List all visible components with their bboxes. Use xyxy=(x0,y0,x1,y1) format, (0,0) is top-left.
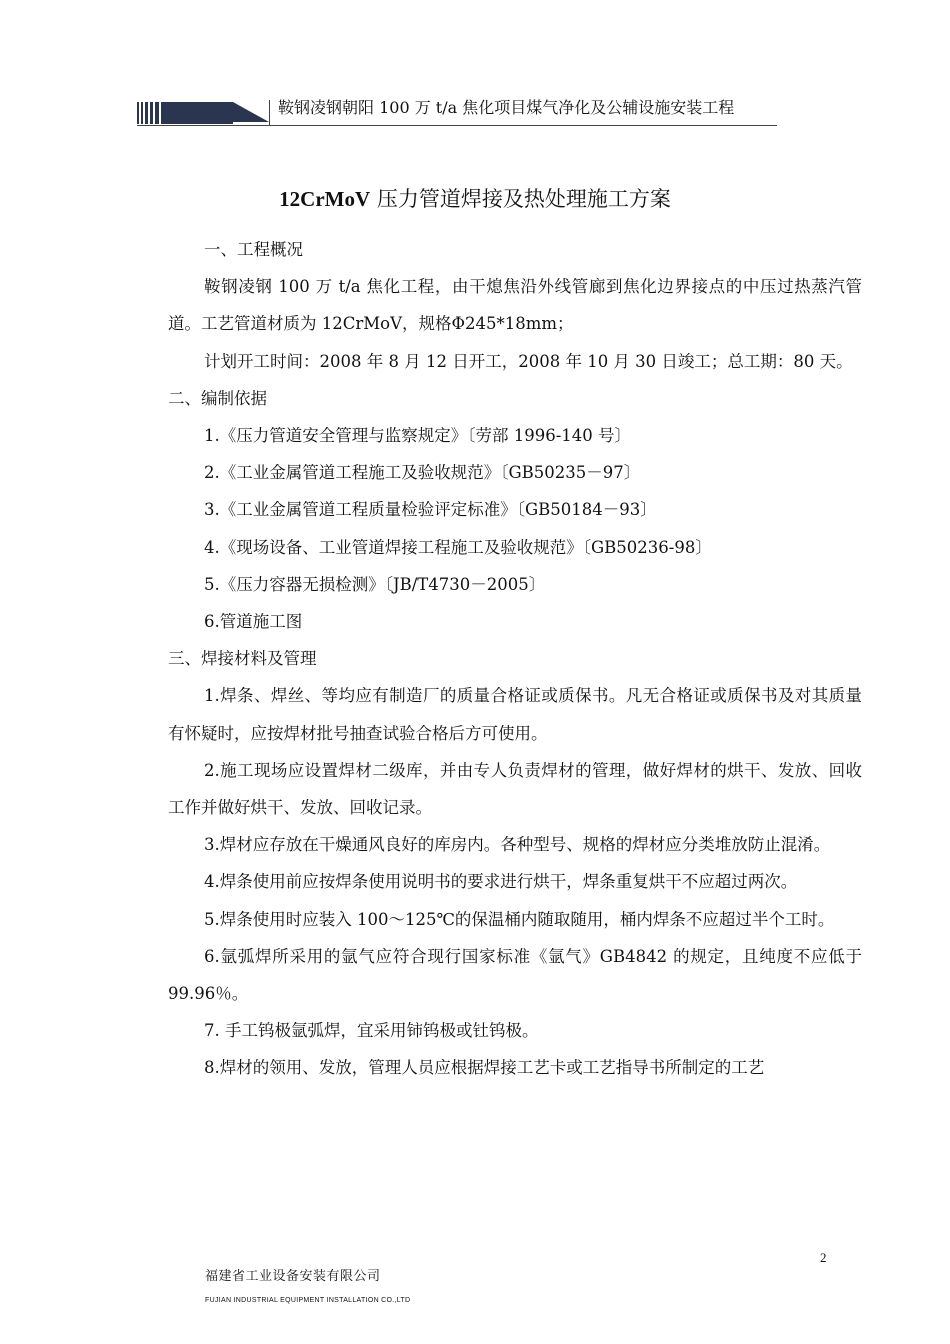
reference-item: 1.《压力管道安全管理与监察规定》〔劳部 1996-140 号〕 xyxy=(204,426,632,446)
material-rule-item: 3.焊材应存放在干燥通风良好的库房内。各种型号、规格的焊材应分类堆放防止混淆。 xyxy=(204,835,831,855)
reference-item: 3.《工业金属管道工程质量检验评定标准》〔GB50184－93〕 xyxy=(204,500,657,520)
footer-company-en: FUJIAN INDUSTRIAL EQUIPMENT INSTALLATION CO.,LTD xyxy=(205,1297,411,1304)
reference-item: 4.《现场设备、工业管道焊接工程施工及验收规范》〔GB50236-98〕 xyxy=(204,537,712,557)
section-1-paragraph-2: 计划开工时间：2008 年 8 月 12 日开工，2008 年 10 月 30 日竣工；总工期：80 天。 xyxy=(204,351,853,371)
document-body xyxy=(168,231,862,1087)
header-divider xyxy=(137,125,777,126)
title-material: 12CrMoV xyxy=(279,187,371,211)
title-text: 压力管道焊接及热处理施工方案 xyxy=(370,187,671,211)
material-rule-item: 7. 手工钨极氩弧焊，宜采用铈钨极或钍钨极。 xyxy=(204,1021,539,1041)
page-number: 2 xyxy=(820,1250,827,1265)
reference-item: 5.《压力容器无损检测》〔JB/T4730－2005〕 xyxy=(204,574,546,594)
material-rule-item: 4.焊条使用前应按焊条使用说明书的要求进行烘干，焊条重复烘干不应超过两次。 xyxy=(204,872,798,892)
material-rule-item: 1.焊条、焊丝、等均应有制造厂的质量合格证或质保书。凡无合格证或质保书及对其质量有怀疑时，应按焊材批号抽查试验合格后方可使用。 xyxy=(168,686,862,743)
footer-company-cn: 福建省工业设备安装有限公司 xyxy=(205,1269,381,1284)
material-rule-item: 6.氩弧焊所采用的氩气应符合现行国家标准《氩气》GB4842 的规定，且纯度不应低于 99.96％。 xyxy=(168,946,862,1004)
section-1-paragraph-1: 鞍钢凌钢 100 万 t/a 焦化工程，由干熄焦沿外线管廊到焦化边界接点的中压过热蒸汽管道。工艺管道材质为 12CrMoV，规格Φ245*18mm； xyxy=(168,277,862,334)
reference-item: 6.管道施工图 xyxy=(204,612,303,632)
material-rule-item: 5.焊条使用时应装入 100～125℃的保温桶内随取随用，桶内焊条不应超过半个工时。 xyxy=(204,909,835,929)
header-project-title: 鞍钢凌钢朝阳 100 万 t/a 焦化项目煤气净化及公辅设施安装工程 xyxy=(278,98,735,117)
header-logo-bar xyxy=(137,100,271,126)
reference-item: 2.《工业金属管道工程施工及验收规范》〔GB50235－97〕 xyxy=(204,463,641,483)
section-2-heading: 二、编制依据 xyxy=(168,388,267,408)
document-title xyxy=(0,184,950,214)
section-1-heading: 一、工程概况 xyxy=(204,240,303,259)
material-rule-item: 2.施工现场应设置焊材二级库，并由专人负责焊材的管理，做好焊材的烘干、发放、回收工作并做好烘干、发放、回收记录。 xyxy=(168,760,862,818)
material-rule-item: 8.焊材的领用、发放，管理人员应根据焊接工艺卡或工艺指导书所制定的工艺 xyxy=(204,1058,765,1078)
section-3-heading: 三、焊接材料及管理 xyxy=(168,649,317,669)
